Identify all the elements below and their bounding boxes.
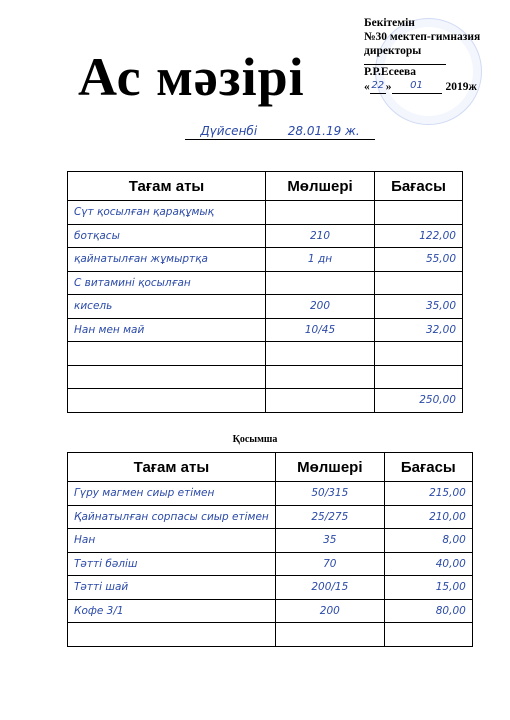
table-row (68, 482, 473, 506)
dish-quantity: 200 (275, 599, 384, 623)
dish-name (68, 623, 276, 647)
dish-name: Тәтті шай (68, 576, 276, 600)
approval-line-2: №30 мектеп-гимназия (364, 31, 481, 43)
table-row (68, 201, 463, 225)
section-label: Қосымша (232, 434, 278, 445)
table-row (68, 271, 463, 295)
table-row (68, 318, 463, 342)
dish-name: ботқасы (68, 224, 266, 248)
dish-quantity: 200 (266, 295, 375, 319)
dish-name: С витамині қосылған (68, 271, 266, 295)
header-name: Тағам аты (68, 172, 266, 201)
dish-quantity (266, 201, 375, 225)
page-title: Ас мәзірі (78, 47, 305, 107)
dish-quantity: 25/275 (275, 505, 384, 529)
table-row (68, 529, 473, 553)
approval-date (364, 79, 504, 94)
dish-price: 8,00 (384, 529, 472, 553)
table-header-row (68, 453, 473, 482)
dish-name: қайнатылған жұмыртқа (68, 248, 266, 272)
header-price: Бағасы (375, 172, 463, 201)
dish-quantity: 200/15 (275, 576, 384, 600)
dish-name: Кофе 3/1 (68, 599, 276, 623)
dish-price (384, 623, 472, 647)
table-row (68, 224, 463, 248)
table-row (68, 389, 463, 413)
dish-name (68, 342, 266, 366)
dish-quantity (266, 271, 375, 295)
date-year: 2019ж (445, 81, 477, 93)
table-row (68, 365, 463, 389)
table-row (68, 505, 473, 529)
dish-name: кисель (68, 295, 266, 319)
dish-name: Нан (68, 529, 276, 553)
header-price: Бағасы (384, 453, 472, 482)
additional-menu-table (67, 452, 473, 647)
date-close-quote: » (385, 81, 392, 93)
table-row (68, 295, 463, 319)
table-row (68, 552, 473, 576)
approval-line-3: директоры (364, 45, 422, 57)
dish-price: 40,00 (384, 552, 472, 576)
approval-block (364, 16, 504, 94)
menu-date: 28.01.19 ж. (287, 124, 360, 138)
header-qty: Мөлшері (266, 172, 375, 201)
dish-quantity (266, 365, 375, 389)
dish-price (375, 271, 463, 295)
dish-price: 215,00 (384, 482, 472, 506)
dish-price: 80,00 (384, 599, 472, 623)
date-month: 01 (392, 79, 442, 94)
dish-price: 210,00 (384, 505, 472, 529)
header-qty: Мөлшері (275, 453, 384, 482)
dish-quantity: 1 дн (266, 248, 375, 272)
dish-name (68, 389, 266, 413)
dish-quantity: 70 (275, 552, 384, 576)
table-row (68, 342, 463, 366)
approval-line-4: Р.Р.Есеева (364, 66, 417, 78)
dish-price (375, 365, 463, 389)
dish-name: Сүт қосылған қарақұмық (68, 201, 266, 225)
dish-price (375, 342, 463, 366)
date-open-quote: « (364, 81, 370, 93)
table-header-row (68, 172, 463, 201)
dish-name (68, 365, 266, 389)
dish-quantity: 35 (275, 529, 384, 553)
dish-price: 250,00 (375, 389, 463, 413)
dish-quantity: 210 (266, 224, 375, 248)
dish-price: 15,00 (384, 576, 472, 600)
dish-price: 32,00 (375, 318, 463, 342)
dish-name: Тәтті бәліш (68, 552, 276, 576)
dish-name: Гүру магмен сиыр етімен (68, 482, 276, 506)
main-menu-table (67, 171, 463, 413)
table-row (68, 599, 473, 623)
dish-price: 55,00 (375, 248, 463, 272)
dish-quantity (266, 342, 375, 366)
dish-name: Қайнатылған сорпасы сиыр етімен (68, 505, 276, 529)
dish-price: 35,00 (375, 295, 463, 319)
date-day: 22 (370, 79, 386, 94)
dish-quantity: 50/315 (275, 482, 384, 506)
header-name: Тағам аты (68, 453, 276, 482)
dish-price (375, 201, 463, 225)
dish-quantity: 10/45 (266, 318, 375, 342)
dish-quantity (275, 623, 384, 647)
table-row (68, 248, 463, 272)
dish-price: 122,00 (375, 224, 463, 248)
table-row (68, 623, 473, 647)
dish-quantity (266, 389, 375, 413)
dish-name: Нан мен май (68, 318, 266, 342)
day-line (185, 124, 375, 140)
table-row (68, 576, 473, 600)
weekday: Дүйсенбі (200, 124, 258, 138)
approval-line-1: Бекітемін (364, 17, 415, 29)
